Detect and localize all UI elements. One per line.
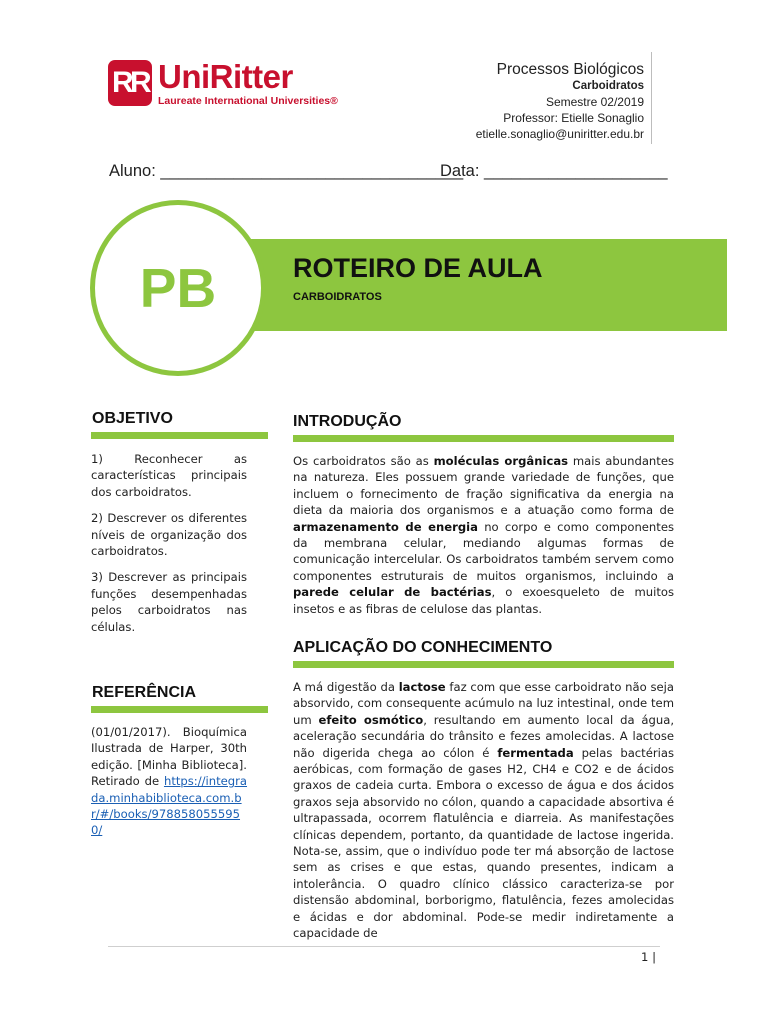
aplicacao-bar bbox=[293, 661, 674, 668]
logo-mark-letter: R bbox=[112, 66, 134, 99]
professor-email: etielle.sonaglio@uniritter.edu.br bbox=[475, 127, 644, 141]
intro-text-segment: Os carboidratos são as bbox=[293, 454, 434, 468]
aplic-text-segment: faz com que esse carboidrato não seja absorvido, com consequente acúmulo na luz intestinal, onde tem um bbox=[293, 680, 674, 727]
intro-text-segment: no corpo e como componentes da membrana celular, mediando algumas formas de comunicação intercelular. Os carboidratos também servem como componentes estruturais de muitos organismos, incluindo a bbox=[293, 519, 674, 583]
page-number: 1 | bbox=[641, 950, 656, 964]
aplic-bold-term: efeito osmótico bbox=[318, 712, 424, 727]
intro-bold-term: armazenamento de energia bbox=[293, 519, 478, 534]
aplic-text-segment: pelas bactérias aeróbicas, com formação de gases H2, CH4 e CO2 e de ácidos graxos de cadeia curta. Embora o excesso de água e dos ácidos graxos seja absorvido no cólon, quando a capacidade absortiva é ultrapassada, ocorrem flatulência e diarreia. As manifestações clínicas dependem, portanto, da quantidade de lactose ingerida. Nota-se, assim, que o indivíduo pode ter má absorção de lactose sem as crises e que estas, quando presentes, indicam a intolerância. O quadro clínico clássico caracteriza-se por distensão abdominal, borborigmo, flatulência, fezes amolecidas e ácidas e dor abdominal. Pode-se medir indiretamente a capacidade de bbox=[293, 745, 674, 941]
introducao-bar bbox=[293, 435, 674, 442]
logo-mark-icon bbox=[108, 60, 152, 106]
aplic-bold-term: fermentada bbox=[497, 745, 574, 760]
intro-bold-term: moléculas orgânicas bbox=[433, 454, 569, 468]
logo-mark-letter-mirror: R bbox=[130, 66, 152, 99]
aplic-bold-term: lactose bbox=[398, 680, 446, 694]
aplicacao-heading: APLICAÇÃO DO CONHECIMENTO bbox=[293, 639, 553, 656]
footer-divider bbox=[108, 946, 660, 947]
logo-name: UniRitter bbox=[158, 58, 293, 95]
page-title: ROTEIRO DE AULA bbox=[293, 253, 543, 283]
referencia-text bbox=[91, 724, 247, 839]
referencia-bar bbox=[91, 706, 268, 713]
intro-bold-term: parede celular de bactérias bbox=[293, 585, 492, 600]
semester: Semestre 02/2019 bbox=[545, 95, 644, 109]
uniritter-logo bbox=[108, 60, 338, 110]
objetivo-heading: OBJETIVO bbox=[92, 410, 173, 427]
data-field[interactable]: Data: ____________________ bbox=[440, 162, 668, 180]
objetivo-list bbox=[91, 451, 247, 645]
aluno-field[interactable]: Aluno: _________________________________ bbox=[109, 162, 464, 180]
objetivo-item: 1) Reconhecer as características principais dos carboidratos. bbox=[91, 452, 247, 499]
badge-label: PB bbox=[139, 257, 217, 319]
page-subtitle: CARBOIDRATOS bbox=[293, 291, 382, 303]
intro-text-segment: , o exoesqueleto de muitos insetos e as fibras de celulose das plantas. bbox=[293, 585, 674, 616]
intro-text-segment: mais abundantes na natureza. Eles possuem grande variedade de funções, que incluem o fornecimento de fração significativa da energia na dieta da maioria dos organismos e a atuação como forma de bbox=[293, 454, 674, 518]
objetivo-item: 3) Descrever as principais funções desempenhadas pelos carboidratos nas células. bbox=[91, 570, 247, 634]
referencia-link[interactable]: https://integrada.minhabiblioteca.com.br/#/books/9788580555950/ bbox=[91, 774, 248, 838]
referencia-citation: (01/01/2017). Bioquímica Ilustrada de Harper, 30th edição. [Minha Biblioteca]. Retirado de bbox=[91, 725, 247, 789]
objetivo-bar bbox=[91, 432, 268, 439]
header-divider bbox=[651, 52, 652, 144]
professor: Professor: Etielle Sonaglio bbox=[503, 111, 644, 125]
introducao-heading: INTRODUÇÃO bbox=[293, 413, 402, 430]
referencia-heading: REFERÊNCIA bbox=[92, 684, 197, 701]
objetivo-item: 2) Descrever os diferentes níveis de organização dos carboidratos. bbox=[91, 511, 247, 559]
course-header bbox=[476, 60, 644, 142]
aplicacao-text bbox=[293, 679, 674, 942]
course-topic: Carboidratos bbox=[572, 80, 644, 92]
aplic-text-segment: A má digestão da bbox=[293, 680, 399, 694]
introducao-text bbox=[293, 453, 674, 617]
aplic-text-segment: , resultando em aumento local da água, aceleração secundária do trânsito e fezes amolecidas. A lactose não digerida chega ao cólon é bbox=[293, 712, 675, 760]
logo-tagline: Laureate International Universities® bbox=[158, 95, 338, 107]
course-name: Processos Biológicos bbox=[496, 61, 644, 78]
